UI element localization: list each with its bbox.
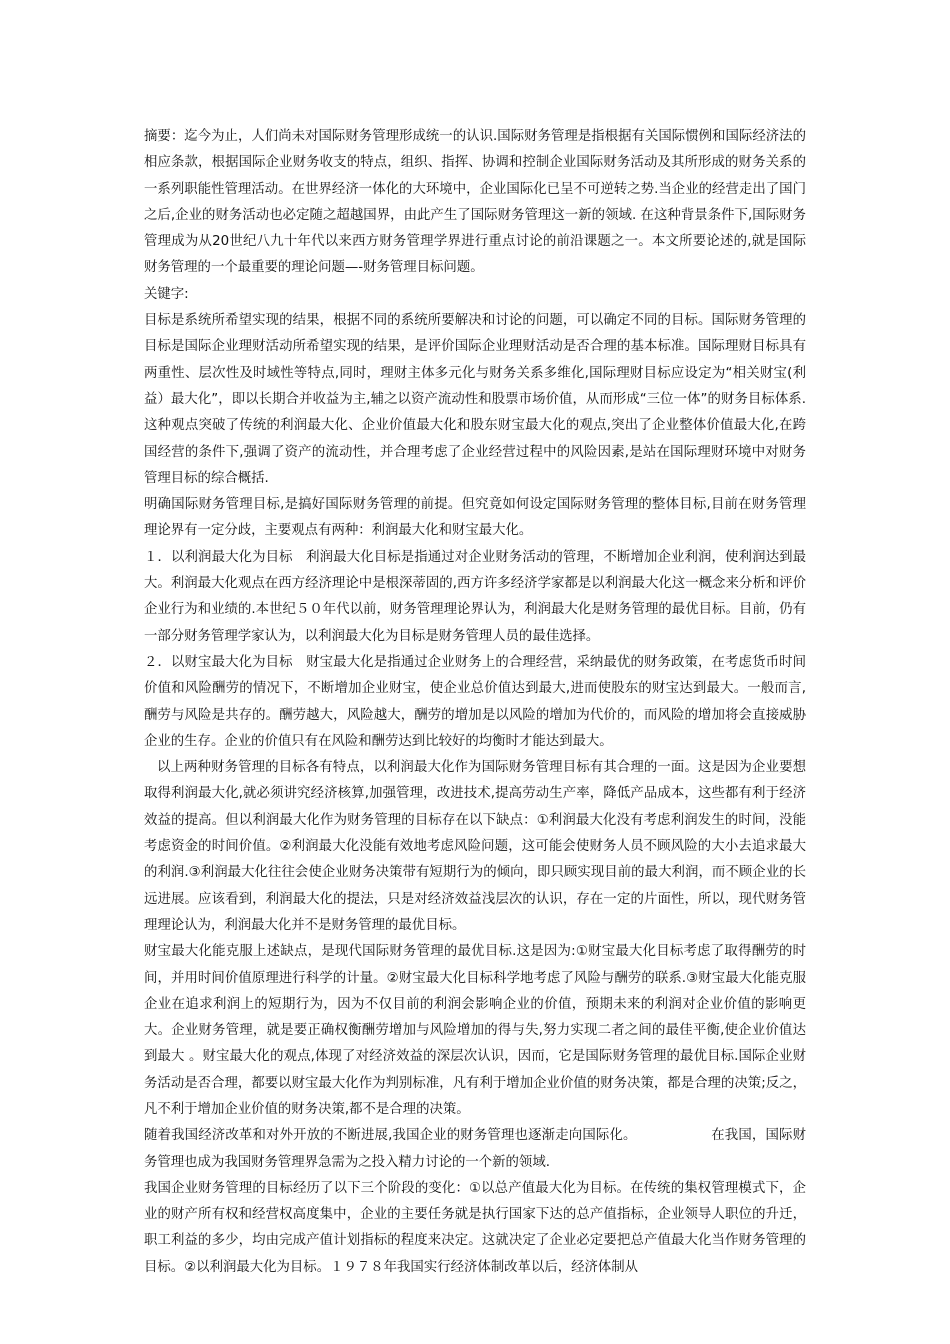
body-paragraph-china-internationalization: 随着我国经济改革和对外开放的不断进展,我国企业的财务管理也逐渐走向国际化。 在我国，国际财务管理也成为我国财务管理界急需为之投入精力讨论的一个新的领域. [144, 1128, 806, 1170]
document-page [144, 124, 806, 1281]
body-paragraph-wealth-max: ２．以财宝最大化为目标 财宝最大化是指通过企业财务上的合理经营，采纳最优的财务政策，在考虑货币时间价值和风险酬劳的情况下，不断增加企业财宝，使企业总价值达到最大,进而使股东的财宝达到最大。一般而言,酬劳与风险是共存的。酬劳越大，风险越大，酬劳的增加是以风险的增加为代价的，而风险的增加将会直接威胁企业的生存。企业的价值只有在风险和酬劳达到比较好的均衡时才能达到最大。 [144, 654, 806, 749]
body-paragraph-goal-definition: 目标是系统所希望实现的结果，根据不同的系统所要解决和讨论的问题，可以确定不同的目标。国际财务管理的目标是国际企业理财活动所希望实现的结果，是评价国际企业理财活动是否合理的基本标准。国际理财目标具有两重性、层次性及时域性等特点,同时，理财主体多元化与财务关系多维化,国际理财目标应设定为“相关财宝(利益）最大化”，即以长期合并收益为主,辅之以资产流动性和股票市场价值，从而形成“三位一体”的财务目标体系.这种观点突破了传统的利润最大化、企业价值最大化和股东财宝最大化的观点,突出了企业整体价值最大化,在跨国经营的条件下,强调了资产的流动性，并合理考虑了企业经营过程中的风险因素,是站在国际理财环境中对财务管理目标的综合概括. [144, 313, 806, 486]
abstract-paragraph: 摘要：迄今为止，人们尚未对国际财务管理形成统一的认识.国际财务管理是指根据有关国际惯例和国际经济法的相应条款，根据国际企业财务收支的特点，组织、指挥、协调和控制企业国际财务活动及其所形成的财务关系的一系列职能性管理活动。在世界经济一体化的大环境中，企业国际化已呈不可逆转之势.当企业的经营走出了国门之后,企业的财务活动也必定随之超越国界，由此产生了国际财务管理这一新的领域. 在这种背景条件下,国际财务管理成为从20世纪八九十年代以来西方财务管理学界进行重点讨论的前沿课题之一。本文所要论述的,就是国际财务管理的一个最重要的理论问题—-财务管理目标问题。 [144, 129, 806, 276]
keywords-label: 关键字: [144, 286, 189, 302]
body-paragraph-china-stages: 我国企业财务管理的目标经历了以下三个阶段的变化：①以总产值最大化为目标。在传统的集权管理模式下，企业的财产所有权和经营权高度集中，企业的主要任务就是执行国家下达的总产值指标，企业领导人职位的升迁，职工利益的多少，均由完成产值计划指标的程度来决定。这就决定了企业必定要把总产值最大化当作财务管理的目标。②以利润最大化为目标。１９７８年我国实行经济体制改革以后，经济体制从 [144, 1180, 806, 1275]
body-paragraph-comparison: 以上两种财务管理的目标各有特点，以利润最大化作为国际财务管理目标有其合理的一面。这是因为企业要想取得利润最大化,就必须讲究经济核算,加强管理，改进技术,提高劳动生产率，降低产品成本，这些都有利于经济效益的提高。但以利润最大化作为财务管理的目标存在以下缺点：①利润最大化没有考虑利润发生的时间，没能考虑资金的时间价值。②利润最大化没能有效地考虑风险问题，这可能会使财务人员不顾风险的大小去追求最大的利润.③利润最大化往往会使企业财务决策带有短期行为的倾向，即只顾实现目前的最大利润，而不顾企业的长远进展。应该看到，利润最大化的提法，只是对经济效益浅层次的认识，存在一定的片面性，所以，现代财务管理理论认为，利润最大化并不是财务管理的最优目标。 [144, 760, 806, 933]
body-paragraph-profit-max: １．以利润最大化为目标 利润最大化目标是指通过对企业财务活动的管理，不断增加企业利润，使利润达到最大。利润最大化观点在西方经济理论中是根深蒂固的,西方许多经济学家都是以利润最大化这一概念来分析和评价企业行为和业绩的.本世纪５０年代以前，财务管理理论界认为，利润最大化是财务管理的最优目标。目前，仍有一部分财务管理学家认为，以利润最大化为目标是财务管理人员的最佳选择。 [144, 549, 806, 644]
body-paragraph-wealth-advantages: 财宝最大化能克服上述缺点，是现代国际财务管理的最优目标.这是因为:①财宝最大化目标考虑了取得酬劳的时间，并用时间价值原理进行科学的计量。②财宝最大化目标科学地考虑了风险与酬劳的联系.③财宝最大化能克服企业在追求利润上的短期行为，因为不仅目前的利润会影响企业的价值，预期未来的利润对企业价值的影响更大。企业财务管理，就是要正确权衡酬劳增加与风险增加的得与失,努力实现二者之间的最佳平衡,使企业价值达到最大 。财宝最大化的观点,体现了对经济效益的深层次认识，因而，它是国际财务管理的最优目标.国际企业财务活动是否合理，都要以财宝最大化作为判别标准，凡有利于增加企业价值的财务决策，都是合理的决策;反之，凡不利于增加企业价值的财务决策,都不是合理的决策。 [144, 944, 806, 1117]
body-paragraph-goal-views: 明确国际财务管理目标,是搞好国际财务管理的前提。但究竟如何设定国际财务管理的整体目标,目前在财务管理理论界有一定分歧，主要观点有两种：利润最大化和财宝最大化。 [144, 497, 806, 539]
